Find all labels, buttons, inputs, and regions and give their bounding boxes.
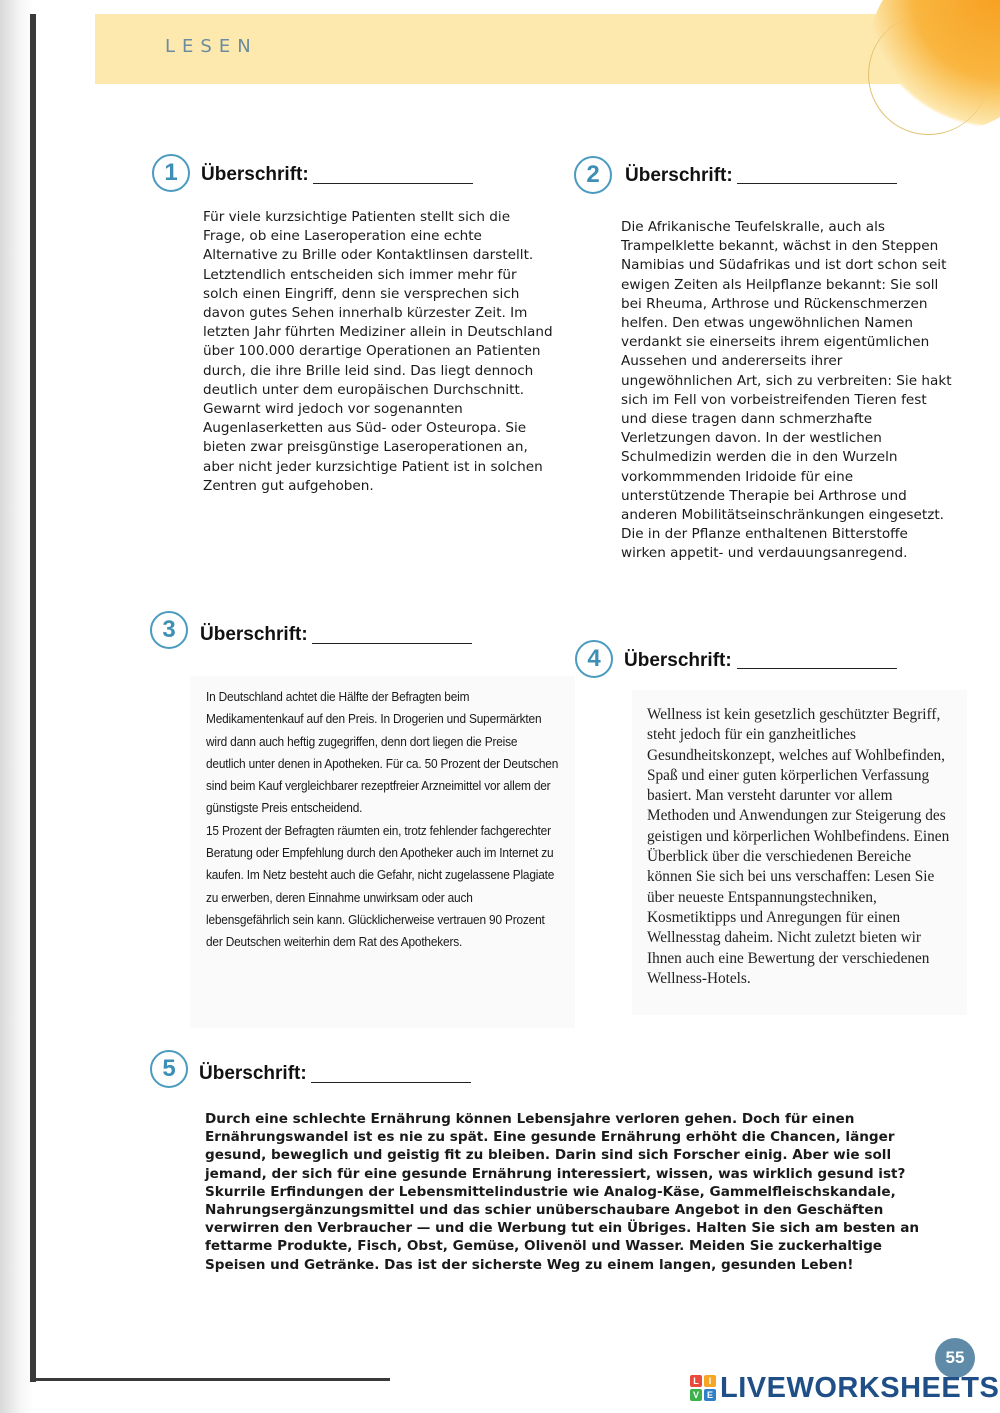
brand-name: LIVEWORKSHEETS	[720, 1371, 1000, 1404]
heading-answer-field-4[interactable]	[737, 668, 897, 669]
text-block-4: Wellness ist kein gesetzlich geschützter Begriff, steht jedoch für ein ganzheitliches Gesundheitskonzept, welches auf Wohlbefinden, Spaß und einer guten körperlichen Verfassung basiert. Man versteht darunter vor allem Methoden und Anwendungen zur Steigerung des geistigen und körperlichen Wohlbefindens. Einen Überblick über die verschiedenen Bereiche können Sie sich bei uns verschaffen: Lesen Sie über neueste Entspannungstechniken, Kosmetiktipps und Anregungen für einen Wellnesstag daheim. Nicht zuletzt bieten wir Ihnen auch eine Bewertung der verschiedenen Wellness-Hotels.	[647, 706, 950, 987]
text-block-5: Durch eine schlechte Ernährung können Lebensjahre verloren gehen. Doch für einen Ernährungswandel ist es nie zu spät. Eine gesunde Ernährung erhöht die Chancen, länger gesund, beweglich und geistig fit zu bleiben. Darin sind sich Forscher einig. Aber wie soll jemand, der sich für eine gesunde Ernährung interessiert, wissen, was wirklich gesund ist? Skurrile Erfindungen der Lebensmittelindustrie wie Analog-Käse, Gammelfleischskandale, Nahrungsergänzungsmittel und das schier unüberschaubare Angebot in den Geschäften verwirren den Verbraucher — und die Werbung tut ein Übriges. Halten Sie sich am besten an fettarme Produkte, Fisch, Obst, Gemüse, Olivenöl und Wasser. Meiden Sie zuckerhaltige Speisen und Getränke. Das ist der sicherste Weg zu einem langen, gesunden Leben!	[205, 1111, 920, 1273]
text-block-2: Die Afrikanische Teufelskralle, auch als Trampelklette bekannt, wächst in den Steppen Namibias und Südafrikas und ist dort schon seit ewigen Zeiten als Heilpflanze bekannt: Sie soll bei Rheuma, Arthrose und Rückenschmerzen helfen. Den etwas ungewöhnlichen Namen verdankt sie einerseits ihrem eigentümlichen Aussehen und andererseits ihrer ungewöhnlichen Art, sich zu verbreiten: Sie hakt sich im Fell von vorbeistreifenden Tieren fest und diese tragen dann schmerzhafte Verletzungen davon. In der westlichen Schulmedizin werden die in den Wurzeln vorkommmenden Iridoide für eine unterstützende Therapie bei Arthrose und anderen Mobilitätseinschränkungen eingesetzt. Die in der Pflanze enthaltenen Bitterstoffe wirken appetit- und verdauungsanregend.	[621, 219, 952, 562]
heading-label-1: Überschrift:	[201, 164, 309, 185]
text-block-3-paragraph-2: 15 Prozent der Befragten räumten ein, trotz fehlender fachgerechter Beratung oder Empfehlung durch den Apotheker auch im Internet zu kaufen. Im Netz besteht auch die Gefahr, nicht zugelassene Plagiate zu erwerben, deren Einnahme unwirksam oder auch lebensgefährlich sein kann. Glücklicherweise vertrauen 90 Prozent der Deutschen weiterhin dem Rat des Apothekers.	[206, 822, 555, 950]
section-number-3: 3	[150, 611, 188, 649]
section-title: LESEN	[165, 36, 258, 57]
liveworksheets-logo	[690, 1372, 999, 1404]
arc-line-decoration	[868, 14, 989, 135]
page-number: 55	[935, 1338, 975, 1378]
text-block-1: Für viele kurzsichtige Patienten stellt sich die Frage, ob eine Laseroperation eine echte Alternative zu Brille oder Kontaktlinsen darstellt. Letztendlich entscheiden sich immer mehr für solch einen Eingriff, denn sie versprechen sich davon gutes Sehen innerhalb kürzester Zeit. Im letzten Jahr führten Mediziner allein in Deutschland über 100.000 derartige Operationen an Patienten durch, die ihre Brille leid sind. Das liegt dennoch deutlich unter dem europäischen Durchschnitt. Gewarnt wird jedoch vor sogenannten Augenlaserketten aus Süd- oder Osteuropa. Sie bieten zwar preisgünstige Laseroperationen an, aber nicht jeder kurzsichtige Patient ist in solchen Zentren gut aufgehoben.	[203, 209, 553, 494]
heading-label-3: Überschrift:	[200, 624, 308, 645]
heading-label-5: Überschrift:	[199, 1063, 307, 1084]
logo-tile-e: E	[704, 1389, 716, 1401]
heading-label-2: Überschrift:	[625, 165, 733, 186]
text-block-3-paragraph-1: In Deutschland achtet die Hälfte der Befragten beim Medikamentenkauf auf den Preis. In Drogerien und Supermärkten wird dann auch heftig zugegriffen, denn dort liegen die Preise deutlich unter denen in Apotheken. Für ca. 50 Prozent der Deutschen sind beim Kauf vergleichbarer rezeptfreier Arzneimittel vor allem der günstigste Preis entscheidend.	[206, 689, 559, 816]
text-block-3	[206, 686, 559, 954]
page-edge-shadow	[0, 0, 34, 1413]
section-number-1: 1	[152, 154, 190, 192]
heading-label-4: Überschrift:	[624, 650, 732, 671]
heading-answer-field-1[interactable]	[313, 183, 473, 184]
heading-answer-field-3[interactable]	[312, 643, 472, 644]
section-number-5: 5	[150, 1050, 188, 1088]
bottom-border-line	[30, 1378, 390, 1381]
binding-line	[30, 14, 36, 1382]
heading-answer-field-2[interactable]	[737, 183, 897, 184]
section-number-4: 4	[575, 640, 613, 678]
logo-tile-l: L	[690, 1375, 702, 1387]
heading-answer-field-5[interactable]	[311, 1082, 471, 1083]
section-number-2: 2	[574, 156, 612, 194]
logo-tile-v: V	[690, 1389, 702, 1401]
liveworksheets-logo-icon	[690, 1375, 716, 1401]
logo-tile-i: I	[704, 1375, 716, 1387]
